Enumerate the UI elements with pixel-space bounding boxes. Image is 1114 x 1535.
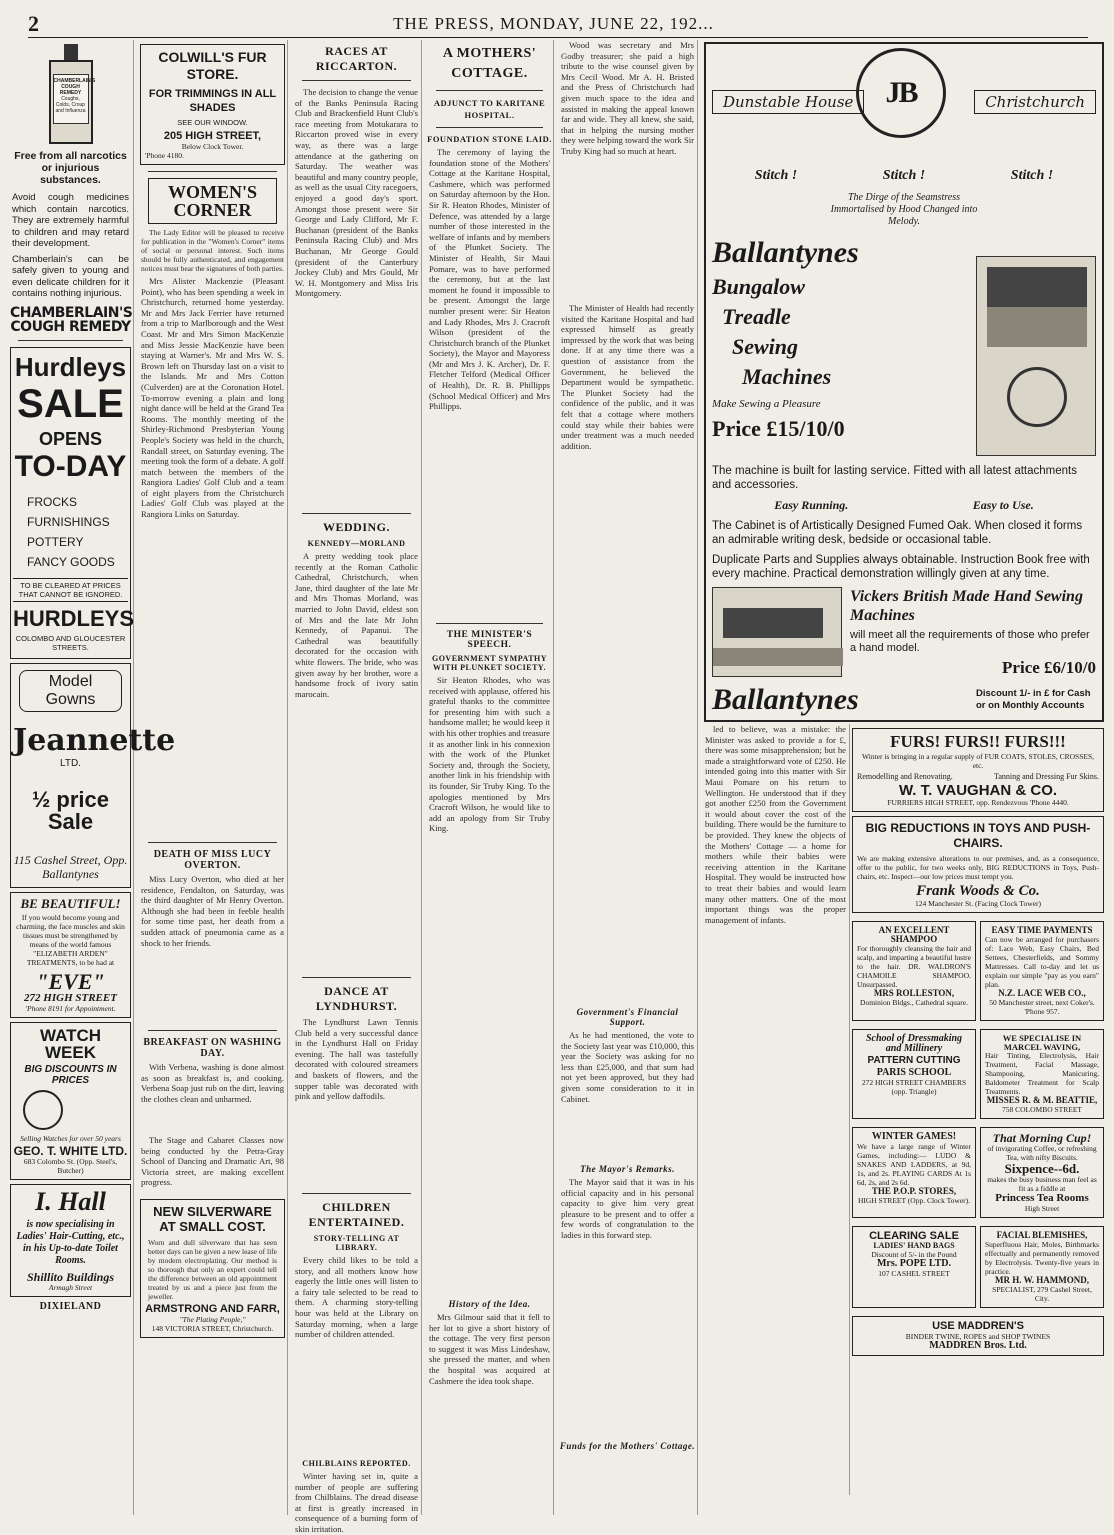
machines-label: Machines — [742, 364, 832, 389]
hurdleys-bottom: HURDLEYS — [13, 605, 135, 631]
vickers-sub: will meet all the requirements of those who prefer a hand model. — [850, 629, 1090, 654]
hurdleys-sale-ad — [10, 347, 135, 659]
opens-label: OPENS — [38, 428, 103, 449]
jeannette-name: Jeannette — [13, 722, 176, 758]
newspaper-title: THE PRESS, MONDAY, JUNE 22, 192... — [393, 13, 714, 33]
stitch-3: Stitch ! — [1010, 168, 1054, 183]
watch-subheading: BIG DISCOUNTS IN PRICES — [24, 1063, 117, 1086]
stitch-1: Stitch ! — [754, 168, 798, 183]
vickers-copy — [842, 587, 1096, 677]
column-3 — [292, 40, 422, 1534]
toys-text: We are making extensive alterations to our premises, and, as a consequence, offer to the public, for two weeks only, BIG REDUCTIONS in Toys, Push-chairs, etc. Inspect—our low prices must tempt you. — [857, 854, 1099, 881]
easy-row — [712, 498, 1096, 513]
marcel-firm: MISSES R. & M. BEATTIE, — [986, 1095, 1098, 1105]
maddren-sub: BINDER TWINE, ROPES and SHOP TWINES — [905, 1332, 1051, 1341]
cabinet-text: The Cabinet is of Artistically Designed Fumed Oak. When closed it forms an admirable writing desk, bedside or occasional table. — [712, 520, 1083, 546]
easy-firm: N.Z. LACE WEB CO., — [998, 988, 1086, 998]
winter-games-ad — [852, 1127, 976, 1218]
furs-firm: W. T. VAUGHAN & CO. — [898, 782, 1058, 799]
toys-ad — [852, 816, 1104, 913]
hurdleys-note: TO BE CLEARED AT PRICES THAT CANNOT BE IGNORED. — [13, 578, 128, 602]
price-label: Price £15/10/0 — [712, 416, 845, 441]
winter-heading: WINTER GAMES! — [871, 1131, 957, 1142]
easy-text: Can now be arranged for purchasers of: Lace Web, Easy Chairs, Bed Settees, Chesterfields, and Sommy Mattresses. Call to-day and let us explain our simple "pay as you earn" plan. — [985, 935, 1099, 989]
vickers-heading: Vickers British Made Hand Sewing Machines — [850, 588, 1083, 624]
col6-left-text: led to believe, was a mistake: the Minister was asked to provide a for £, there was some misapprehension; but he made a straightforward vote of £250. He intended going into this matter with Sir Maui Pomare on his return to Wellington. He understood that if they got another £250 from the Government it would about cover the cost of the building. There would be the furniture to be provided. They knew the objects of the Mothers' Cottage — a home for mothers while their babies were receiving attention in the Karitane Hospital. They would be instructed how to treat their babies and would learn many other matters. One of the most important things was the proper management of infants. — [705, 724, 846, 925]
womens-corner-intro: The Lady Editor will be pleased to receive for publication in the "Women's Corner" items of social or personal interest. Such items should be fully authenticated, and engagement notices must bear the signatures of both parties. — [141, 228, 284, 273]
treadle-section — [712, 236, 1096, 456]
column-6 — [702, 40, 1106, 1515]
bottle-label: CHAMBERLAIN'S COUGH REMEDY Coughs, Colds, Croup and Influenza — [53, 74, 89, 124]
shampoo-text: For thoroughly cleansing the hair and scalp, and imparting a beautiful lustre to the hair. DR. WALDRON'S CHAMOILE SHAMPOO. Unsurpassed. — [857, 944, 971, 989]
furs-services: Remodelling and Renovating. Tanning and Dressing Fur Skins. — [857, 772, 1099, 781]
eve-name: "EVE" — [36, 968, 105, 994]
free-heading: Free from all narcotics or injurious substances. — [14, 150, 127, 186]
dance-heading: DANCE AT LYNDHURST. — [315, 984, 398, 1013]
eve-phone: 'Phone 8191 for Appointment. — [25, 1003, 116, 1013]
school-heading: School of Dressmaking and Millinery — [865, 1033, 963, 1054]
bungalow-label: Bungalow — [712, 274, 805, 299]
silverware-address: 148 VICTORIA STREET, Christchurch. — [151, 1324, 274, 1333]
duplicate-text: Duplicate Parts and Supplies always obtainable. Instruction Book free with every machine. Practical demonstration willingly given at any time. — [712, 554, 1090, 580]
stitch-row — [712, 168, 1096, 184]
womens-corner-heading-box — [148, 178, 277, 224]
morning-cup-ad — [980, 1127, 1104, 1218]
ads-row-2 — [850, 1025, 1106, 1123]
morning-price: Sixpence--6d. — [1004, 1161, 1080, 1176]
clearing-firm: Mrs. POPE LTD. — [876, 1258, 952, 1269]
dixieland-heading: DIXIELAND — [39, 1300, 102, 1312]
toys-address: 124 Manchester St. (Facing Clock Tower) — [915, 899, 1041, 908]
chamberlains-logo: CHAMBERLAIN'S COUGH REMEDY — [10, 304, 133, 335]
page-number: 2 — [28, 10, 39, 36]
facial-address: SPECIALIST, 279 Cashel Street, City. — [992, 1285, 1092, 1303]
silverware-text: Worn and dull silverware that has seen better days can be given a new lease of life by modern electroplating. Our method is so thorough that only an expert could tell the difference between an old appointment treated by us and a piece just from the jeweller. — [148, 1238, 277, 1301]
wedding-text: A pretty wedding took place recently at the Roman Catholic Cathedral, Christchurch, when Jane, third daughter of the late Mr and Mrs Thomas Morland, was married to John David, eldest son of Mrs and the late Mr John Kennedy, of Papanui. The Cathedral was beautifully decorated for the occasion with white flowers. The bride, who was given away by her brother, wore a handsome frock of ivory satin marocain. — [295, 551, 418, 699]
races-heading: RACES AT RICCARTON. — [315, 44, 398, 73]
mayor-heading: The Mayor's Remarks. — [580, 1164, 675, 1174]
clearing-sub: LADIES' HAND BAGS — [873, 1241, 955, 1250]
vickers-price: Price £6/10/0 — [1002, 658, 1096, 677]
col6-right-ads — [850, 724, 1106, 1495]
maddren-ad — [852, 1316, 1104, 1356]
marcel-address: 758 COLOMBO STREET — [1001, 1105, 1082, 1114]
wedding-sub: KENNEDY—MORLAND — [307, 539, 406, 548]
christchurch-label: Christchurch — [974, 90, 1096, 114]
facial-text: Superfluous Hair, Moles, Birthmarks effectually and permanently removed by Electrolysis. Twenty-five years in practice. — [985, 1240, 1099, 1276]
chilblains-heading: CHILBLAINS REPORTED. — [302, 1459, 411, 1468]
easy-running: Easy Running. — [774, 498, 849, 512]
colwill-below: Below Clock Tower. — [181, 142, 244, 151]
hand-machine-illustration — [712, 587, 842, 677]
ballantynes-footer — [712, 685, 1096, 715]
ministers-speech-heading: THE MINISTER'S SPEECH. — [446, 630, 533, 650]
mothers-cottage-text: The ceremony of laying the foundation stone of the Mothers' Cottage at the Karitane Hospital, Cashmere, which was performed on Saturday afternoon by the Hon. Sir R. Heaton Rhodes, Minister of Defence, was attended by a large number of those interested in the welfare of infants and by members of the Plunket Society. The Minister of Health, Sir Maui Pomare, was to have performed the ceremony, but at the last moment he found it impossible to be present. Amongst the large number present were: Sir Heaton and Lady Rhodes, Mrs J. Cracroft Wilson (president of the Christchurch branch of the Plunket Society), the Mayor and Mayoress (Mr and Mrs J. K. Archer), Dr. F. Fletcher Telford (Medical Officer of Health), Dr. R. B. Phillipps (School Medical Officer) and Mrs Phillipps. — [429, 147, 550, 412]
womens-corner-text: Mrs Alister Mackenzie (Pleasant Point), who has been spending a week in Christchurch, returned home yesterday. Mr and Mrs Jack Ferrier have returned from a trip to Marlborough and the West Coast. Mr and Mrs Simon MacKenzie and Miss Jessie MacKenzie have been staying at Warner's. Mr and Mrs W. S. Brown left on Thursday last on a visit to the Islands. Mr and Mrs Cotton (Culverden) are at the Coronation Hotel. To-morrow evening a plain and long night dance will be held at the Grand Tea Rooms. The monthly meeting of the Shirley-Richmond Presbyterian Young People's Society was held in the church, Randall street, on Saturday evening. The meeting took the form of a debate. A golf match between the members of the Rangiora Ladies' Golf Club and a team of eight players from the Christchurch Ladies' Golf Club was played at the Rangiora Links on Saturday. — [141, 276, 284, 520]
sale-heading: SALE — [17, 381, 124, 426]
children-sub: STORY-TELLING AT LIBRARY. — [313, 1234, 400, 1252]
school-ad — [852, 1029, 976, 1119]
winter-address: HIGH STREET (Opp. Clock Tower). — [857, 1196, 971, 1205]
col6-left-text-column — [702, 724, 850, 1495]
history-text: Mrs Gilmour said that it fell to her lot to give a short history of the cottage. The very first person to suggest it was Miss Lindeshaw, she pressed the matter, and when the hospital was acquired at Cashmere the idea took shape. — [429, 1312, 550, 1386]
watch-week-heading: WATCH WEEK — [39, 1025, 102, 1062]
today-label: TO-DAY — [14, 449, 127, 483]
marcel-heading: WE SPECIALISE IN MARCEL WAVING, — [1002, 1033, 1082, 1052]
maddren-heading: USE MADDREN'S — [932, 1320, 1024, 1332]
free-text-2: Chamberlain's can be safely given to young and even delicate children for it contains nothing injurious. — [12, 253, 129, 299]
morning-heading: That Morning Cup! — [992, 1131, 1092, 1145]
vickers-section — [712, 587, 1096, 677]
be-beautiful-heading: BE BEAUTIFUL! — [20, 895, 121, 911]
column-5 — [558, 40, 698, 1515]
column-4 — [426, 40, 554, 1515]
easy-address: 50 Manchester street, next Coker's. 'Phone 957. — [989, 998, 1095, 1016]
funds-heading: Funds for the Mothers' Cottage. — [559, 1441, 696, 1451]
cough-remedy-bottle-illustration — [47, 44, 95, 144]
furs-address: FURRIERS HIGH STREET, opp. Rendezvous 'Phone 4440. — [887, 798, 1069, 807]
races-text: The decision to change the venue of the Banks Peninsula Racing Club and Brackenfield Hunt Club's race meeting from Motukarara to Riccarton proved wise in every way, as there was a large attendance at the gathering on Saturday. The weather was beautiful and many country people, as well as the usual City racegoers, enjoyed a good day's sport. Amongst those present were Sir George and Lady Clifford, Mr F. Buchanan (president of the Banks Peninsula Racing Club) and Mrs Buchanan, Mr George Gould (president of the Canterbury Jockey Club) and Mrs Gould, Mr W. H. Montgomery and Miss Iris Montgomery. — [295, 87, 418, 299]
silverware-heading: NEW SILVERWARE AT SMALL COST. — [153, 1204, 272, 1234]
ministers-speech-sub: GOVERNMENT SYMPATHY WITH PLUNKET SOCIETY. — [431, 654, 548, 672]
wedding-heading: WEDDING. — [322, 520, 390, 534]
dunstable-house: Dunstable House — [712, 90, 864, 114]
hall-ad — [10, 1184, 131, 1297]
watch-icon — [23, 1090, 63, 1130]
history-heading: History of the Idea. — [448, 1299, 531, 1309]
mayor-text: The Mayor said that it was in his official capacity and in his personal capacity to give him very great pleasure to be present and to offer a few words of congratulation to the ladies in this forward step. — [561, 1177, 694, 1240]
furs-heading: FURS! FURS!! FURS!!! — [890, 732, 1066, 751]
maddren-firm: MADDREN Bros. Ltd. — [929, 1340, 1027, 1351]
clearing-address: 107 CASHEL STREET — [878, 1269, 950, 1278]
hall-heading: I. Hall — [35, 1186, 106, 1216]
watch-address: 683 Colombo St. (Opp. Steel's, Butcher) — [23, 1156, 118, 1175]
colwill-sub: FOR TRIMMINGS IN ALL SHADES — [148, 88, 277, 114]
mothers-cottage-sub2: FOUNDATION STONE LAID. — [427, 134, 552, 144]
clearing-discount: Discount of 5/- in the Pound — [871, 1250, 957, 1259]
morning-firm: Princess Tea Rooms — [995, 1192, 1089, 1204]
pleasure-label: Make Sewing a Pleasure — [712, 398, 821, 410]
ads-row-4 — [850, 1222, 1106, 1312]
stitch-2: Stitch ! — [882, 168, 926, 183]
ballantynes-footer-title: Ballantynes — [712, 683, 859, 716]
children-heading: CHILDREN ENTERTAINED. — [308, 1200, 405, 1229]
shampoo-address: Dominion Bldgs., Cathedral square. — [860, 998, 968, 1007]
dance-text: The Lyndhurst Lawn Tennis Club held a very successful dance in the Lyndhurst Hall on Friday evening. The hall was tastefully decorated with coloured streamers and baskets of flowers, and the supper table was decorated with pink and yellow daffodils. — [295, 1017, 418, 1102]
morning-sub: makes the busy business man feel as fit as a fiddle at — [987, 1175, 1097, 1193]
mothers-cottage-sub1: ADJUNCT TO KARITANE HOSPITAL. — [433, 98, 546, 120]
shampoo-firm: MRS ROLLESTON, — [873, 988, 955, 998]
discount-text: Discount 1/- in £ for Cash or on Monthly Accounts — [976, 688, 1091, 711]
jeannette-address: 115 Cashel Street, Opp. Ballantynes — [13, 852, 128, 881]
toys-firm: Frank Woods & Co. — [916, 883, 1040, 899]
treadle-copy — [712, 236, 976, 456]
be-beautiful-text: If you would become young and charming, the face muscles and skin tissues must be strengthened by means of the world famous "ELIZABETH ARDEN" TREATMENTS, to be had at — [16, 912, 125, 967]
colwill-heading: COLWILL'S FUR STORE. — [158, 49, 267, 82]
hurdleys-address: COLOMBO AND GLOUCESTER STREETS. — [15, 633, 126, 652]
shampoo-heading: AN EXCELLENT SHAMPOO — [878, 925, 950, 944]
marcel-text: Hair Tinting, Electrolysis, Hair Treatment, Facial Massage, Shampooing, Manicuring, Baldometer Treatment for Scalp Treatments. — [985, 1051, 1099, 1096]
model-gowns: Model Gowns — [19, 670, 122, 712]
hall-street: Armagh Street — [48, 1282, 93, 1292]
jeannette-ad — [10, 663, 176, 888]
colwill-phone: 'Phone 4180. — [145, 151, 184, 160]
breakfast-text: With Verbena, washing is done almost as soon as breakfast is, and cooking. Verbena Soap just rub on the dirt, leaving the clothes clean and unharmed. — [141, 1062, 284, 1104]
children-text: Every child likes to be told a story, and all mothers know how eagerly the little ones will listen to a fairy tale selected to be read to them. A charming story-telling hour was held at the Library on Saturday morning, when a large number of children attended. — [295, 1255, 418, 1340]
easy-to-use: Easy to Use. — [972, 498, 1034, 512]
facial-ad — [980, 1226, 1104, 1308]
col5-text-2: The Minister of Health had recently visited the Karitane Hospital and had expressed himself as greatly impressed by the work that was being done. If at any time there was a question of assistance from the Government, he believed the Department would be sympathetic. The Plunket Society had the confidence of the public, and it was felt that a cottage where mothers could stay while their babies were under treatment was a much needed addition. — [561, 303, 694, 451]
colwill-ad — [140, 44, 285, 165]
winter-firm: THE P.O.P. STORES, — [871, 1186, 957, 1196]
half-price-sale: ½ price Sale — [31, 786, 110, 834]
hall-building: Shillito Buildings — [26, 1269, 115, 1284]
shampoo-ad — [852, 921, 976, 1021]
clearing-sale-ad — [852, 1226, 976, 1308]
colwill-address: 205 HIGH STREET, — [163, 130, 262, 142]
easy-time-ad — [980, 921, 1104, 1021]
watch-week-ad — [10, 1022, 131, 1180]
breakfast-heading: BREAKFAST ON WASHING DAY. — [143, 1037, 282, 1059]
silverware-firm: ARMSTRONG AND FARR, — [145, 1303, 280, 1315]
marcel-ad — [980, 1029, 1104, 1119]
eve-address: 272 HIGH STREET — [24, 991, 117, 1004]
death-heading: DEATH OF MISS LUCY OVERTON. — [153, 849, 272, 871]
hurdleys-items: FROCKS FURNISHINGS POTTERY FANCY GOODS — [27, 494, 115, 569]
be-beautiful-ad — [10, 892, 131, 1018]
sewing-label: Sewing — [732, 334, 799, 359]
watch-firm: GEO. T. WHITE LTD. — [13, 1143, 128, 1158]
colwill-see: SEE OUR WINDOW. — [177, 118, 248, 127]
treadle-label: Treadle — [722, 304, 791, 329]
built-text: The machine is built for lasting service. Fitted with all latest attachments and accessories. — [712, 465, 1077, 491]
column-2 — [138, 40, 288, 1515]
col5-text-1: Wood was secretary and Mrs Godby treasurer; she paid a high tribute to the wise counsel given by Mrs Cecil Wood. Mr A. H. Bristed and the Press of Christchurch had given much space to the idea and assisted in making the appeal known far and wide. They all knew, she said, that in helping the nursing mother they were helping toward the work Sir Truby King had so much at heart. — [561, 40, 694, 156]
jeannette-ltd: LTD. — [60, 757, 81, 769]
death-text: Miss Lucy Overton, who died at her residence, Fendalton, on Saturday, was the third daughter of Mr Henry Overton. Although she had been in feeble health for some time past, her death from a sudden attack of pneumonia came as a shock to her friends. — [141, 874, 284, 948]
clearing-heading: CLEARING SALE — [869, 1230, 959, 1242]
financial-heading: Government's Financial Support. — [576, 1007, 679, 1027]
silverware-ad — [140, 1199, 285, 1338]
ads-row-1 — [850, 917, 1106, 1025]
ballantynes-ad — [704, 42, 1104, 722]
womens-corner-heading: WOMEN'S CORNER — [167, 182, 257, 220]
school-address: 272 HIGH STREET CHAMBERS (opp. Triangle) — [861, 1078, 967, 1096]
school-sub: PATTERN CUTTING — [867, 1055, 961, 1066]
hall-text: is now specialising in Ladies' Hair-Cutting, etc., in his Up-to-date Toilet Rooms. — [16, 1218, 125, 1266]
hurdleys-title: Hurdleys — [14, 351, 127, 382]
ballantynes-monogram: JB — [856, 48, 946, 138]
dirge-text: The Dirge of the Seamstress Immortalised by Hood Changed into Melody. — [830, 192, 978, 227]
financial-text: As he had mentioned, the vote to the Society last year was £10,000, this year the Society was asking for no less than £25,000, and that sum had not yet been approved, but they had given some consideration to it in Cabinet. — [561, 1030, 694, 1104]
toys-heading: BIG REDUCTIONS IN TOYS AND PUSH-CHAIRS. — [865, 821, 1091, 850]
treadle-machine-illustration — [976, 256, 1096, 456]
mothers-cottage-heading: A MOTHERS' COTTAGE. — [442, 46, 537, 81]
ballantynes-title: Ballantynes — [712, 236, 859, 269]
chilblains-text: Winter having set in, quite a number of people are suffering from Chilblains. The dread disease at first is greatly increased in consequence of a burning form of skin irritation. — [295, 1471, 418, 1534]
easy-heading: EASY TIME PAYMENTS — [991, 925, 1093, 935]
furs-ad — [852, 728, 1104, 812]
watch-line: Selling Watches for over 50 years — [20, 1133, 121, 1143]
silverware-sub: "The Plating People," — [179, 1315, 246, 1324]
ads-row-3 — [850, 1123, 1106, 1222]
free-text-1: Avoid cough medicines which contain narcotics. They are extremely harmful to children and may retard their development. — [12, 192, 129, 249]
masthead — [28, 10, 1088, 38]
ministers-speech-text: Sir Heaton Rhodes, who was received with applause, offered his grateful thanks to the committee for presenting him with such a handsome mallet; he would keep it with his other trophies and treasure it as another link in his connexion with the work of the Plunket Society and, through the Society, another link in his friendship with its founder, Sir Truby King. To the apologies mentioned by Mrs Cracroft Wilson, he would like to add an apology from Sir Truby King. — [429, 675, 550, 834]
morning-address: High Street — [1024, 1204, 1060, 1213]
right-lower-grid — [702, 724, 1106, 1495]
stage-text: The Stage and Cabaret Classes now being conducted by the Petra-Gray School of Dancing and Dramatic Art, 98 Victoria street, are making excellent progress. — [141, 1135, 284, 1188]
morning-text: of invigorating Coffee, or refreshing Tea, with nifty Biscuits. — [987, 1144, 1097, 1162]
winter-text: We have a large range of Winter Games, including:— LUDO & SNAKES AND LADDERS, at 9d, 1s, and 2s. PLAYING CARDS At 1s 6d, 2s, and 2s 6d. — [857, 1142, 971, 1187]
facial-firm: MR H. W. HAMMOND, — [995, 1275, 1089, 1285]
facial-heading: FACIAL BLEMISHES, — [996, 1230, 1088, 1240]
school-firm: PARIS SCHOOL — [876, 1067, 952, 1078]
furs-sub: Winter is bringing in a regular supply of FUR COATS, STOLES, CROSSES, etc. — [861, 752, 1095, 770]
